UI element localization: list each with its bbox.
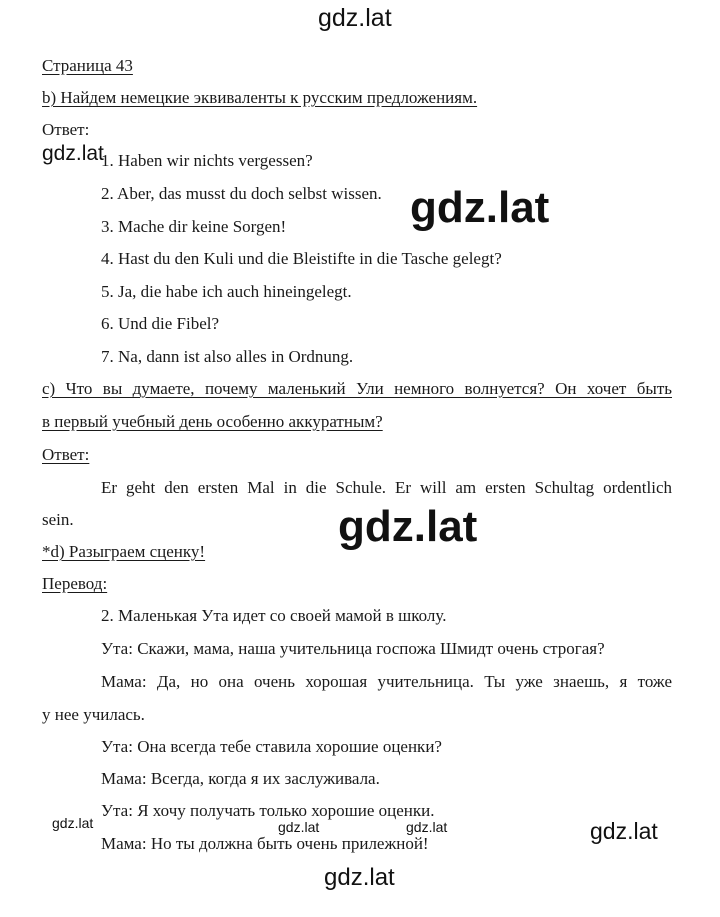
task-d-line-5: Ута: Она всегда тебе ставила хорошие оценки?: [101, 737, 442, 756]
watermark-large-2: gdz.lat: [338, 502, 478, 551]
watermark-large-1: gdz.lat: [410, 183, 550, 232]
task-c-answer-label: Ответ:: [42, 445, 90, 464]
task-b-heading: b) Найдем немецкие эквиваленты к русским предложениям.: [42, 88, 478, 107]
watermark-small-3: gdz.lat: [406, 819, 448, 835]
task-b-item-3: 3. Mache dir keine Sorgen!: [101, 217, 287, 236]
task-d-line-1: 2. Маленькая Ута идет со своей мамой в школу.: [101, 606, 447, 625]
task-d-heading: *d) Разыграем сценку!: [42, 542, 206, 561]
task-b-item-7: 7. Na, dann ist also alles in Ordnung.: [101, 347, 354, 366]
task-c-heading-line1: с) Что вы думаете, почему маленький Ули немного волнуется? Он хочет быть: [42, 379, 672, 398]
task-b-item-4: 4. Hast du den Kuli und die Bleistifte in die Tasche gelegt?: [101, 249, 502, 268]
task-b-item-2: 2. Aber, das musst du doch selbst wissen.: [101, 184, 382, 203]
task-d-line-7: Ута: Я хочу получать только хорошие оценки.: [101, 801, 435, 820]
watermark-top: gdz.lat: [318, 4, 392, 32]
task-d-line-6: Мама: Всегда, когда я их заслуживала.: [101, 769, 380, 788]
watermark-small-1: gdz.lat: [52, 815, 94, 831]
task-b-item-1: 1. Haben wir nichts vergessen?: [101, 151, 313, 170]
task-d-line-2: Ута: Скажи, мама, наша учительница госпожа Шмидт очень строгая?: [101, 639, 605, 658]
task-d-line-3: Мама: Да, но она очень хорошая учительница. Ты уже знаешь, я тоже: [101, 672, 672, 691]
task-b-item-5: 5. Ja, die habe ich auch hineingelegt.: [101, 282, 352, 301]
task-c-heading-line2: в первый учебный день особенно аккуратным?: [42, 412, 383, 431]
watermark-left: gdz.lat: [42, 142, 104, 165]
task-b-answer-label: Ответ:: [42, 120, 90, 139]
task-d-translation-label: Перевод:: [42, 574, 108, 593]
watermark-right: gdz.lat: [590, 818, 658, 844]
task-b-item-6: 6. Und die Fibel?: [101, 314, 220, 333]
watermark-bottom: gdz.lat: [324, 864, 395, 891]
task-c-answer-line2: sein.: [42, 510, 74, 529]
task-d-line-8: Мама: Но ты должна быть очень прилежной!: [101, 834, 429, 853]
task-d-line-4: у нее училась.: [42, 705, 145, 724]
task-c-answer-line1: Er geht den ersten Mal in die Schule. Er will am ersten Schultag ordentlich: [101, 478, 672, 497]
page-heading: Страница 43: [42, 56, 133, 75]
watermark-small-2: gdz.lat: [278, 819, 320, 835]
